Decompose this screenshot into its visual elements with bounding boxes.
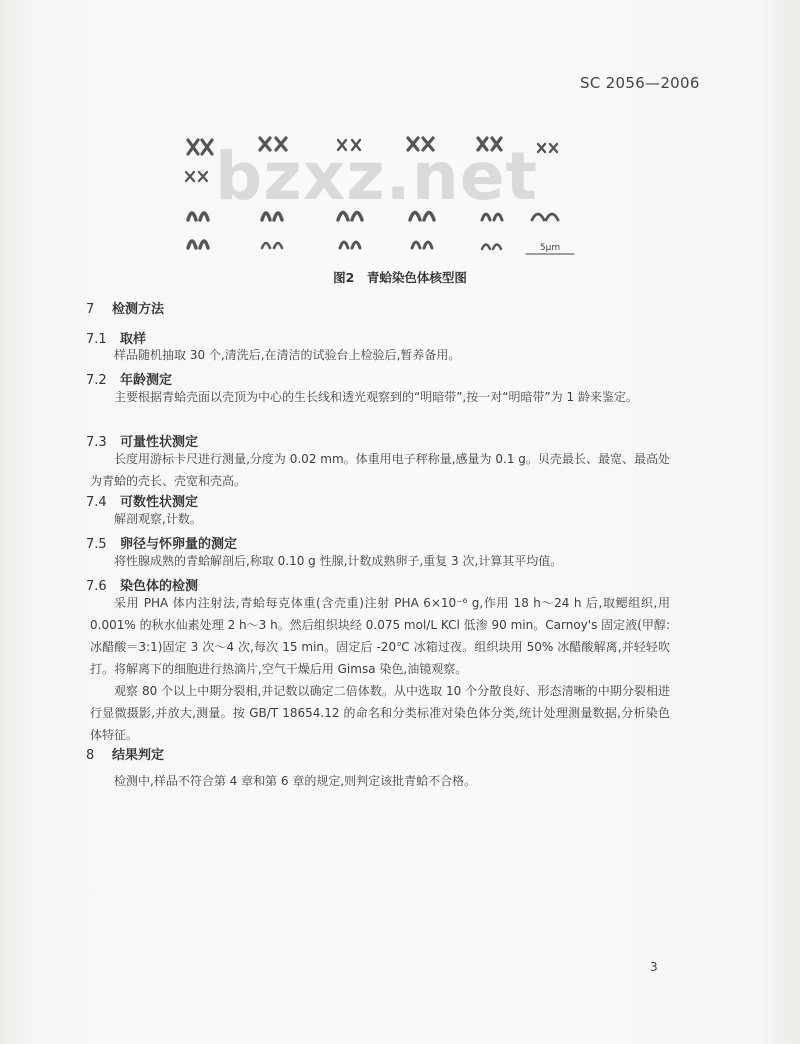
section-7-6-text-1: 采用 PHA 体内注射法,青蛤每克体重(含壳重)注射 PHA 6×10⁻⁶ g,作用 18 h～24 h 后,取鳃组织,用 0.001% 的秋水仙素处理 2 h～3 h。然后组织块经 0.075 mol/L KCl 低渗 90 min。Carnoy's 固定液(甲醇:冰醋酸＝3:1)固定 3 次～4 次,每次 15 min。固定后 -20℃ 冰箱过夜。组织块用 50% 冰醋酸解离,并轻轻吹打。将解离下的细胞进行热滴片,空气干燥后用 Gimsa 染色,油镜观察。 (90, 596, 670, 676)
section-number: 7.2 (86, 373, 107, 388)
section-number: 7 (86, 302, 95, 317)
page-number: 3 (650, 960, 658, 974)
chromosome-pair (538, 144, 557, 152)
chromosome-pair (262, 243, 282, 248)
chromosome-pair (186, 172, 207, 181)
chromosome-pair (188, 213, 208, 220)
chromosome-pair (412, 242, 432, 248)
section-title: 年龄测定 (120, 373, 173, 388)
section-number: 7.5 (86, 537, 107, 552)
chromosome-pair (188, 140, 212, 154)
section-7-4-text: 解剖观察,计数。 (114, 512, 202, 526)
section-7-3-text: 长度用游标卡尺进行测量,分度为 0.02 mm。体重用电子秤称量,感量为 0.1 g。贝壳最长、最宽、最高处为青蛤的壳长、壳宽和壳高。 (90, 452, 670, 488)
section-8-heading (86, 744, 164, 763)
section-number: 8 (86, 748, 95, 763)
section-title: 检测方法 (112, 302, 165, 317)
section-title: 染色体的检测 (120, 579, 199, 594)
figure-caption: 图2 青蛤染色体核型图 (333, 270, 467, 285)
section-title: 可数性状测定 (120, 495, 199, 510)
section-7-2-text: 主要根据青蛤壳面以壳顶为中心的生长线和透光观察到的“明暗带”,按一对“明暗带”为 1 龄来鉴定。 (114, 390, 638, 404)
section-7-5-text: 将性腺成熟的青蛤解剖后,称取 0.10 g 性腺,计数成熟卵子,重复 3 次,计算其平均值。 (114, 554, 563, 568)
section-number: 7.3 (86, 435, 107, 450)
section-number: 7.6 (86, 579, 107, 594)
section-number: 7.4 (86, 495, 107, 510)
section-7-6-text-2: 观察 80 个以上中期分裂相,并记数以确定二倍体数。从中选取 10 个分散良好、形态清晰的中期分裂相进行显微摄影,并放大,测量。按 GB/T 18654.12 的命名和分类标准对染色体分类,统计处理测量数据,分析染色体特征。 (90, 684, 670, 742)
standard-code: SC 2056—2006 (580, 74, 700, 92)
section-7-1-text: 样品随机抽取 30 个,清洗后,在清洁的试验台上检验后,暂养备用。 (114, 348, 461, 362)
chromosome-pair (188, 241, 208, 248)
scale-label: 5μm (539, 243, 561, 253)
section-8-text: 检测中,样品不符合第 4 章和第 6 章的规定,则判定该批青蛤不合格。 (114, 774, 477, 788)
section-7-heading (86, 298, 164, 317)
chromosome-pair (482, 245, 501, 250)
section-title: 取样 (120, 332, 147, 347)
section-title: 可量性状测定 (120, 435, 199, 450)
section-number: 7.1 (86, 332, 107, 347)
chromosome-pair (340, 242, 360, 248)
watermark: bzxz.net (215, 138, 539, 215)
section-title: 结果判定 (112, 748, 165, 763)
section-title: 卵径与怀卵量的测定 (120, 537, 238, 552)
